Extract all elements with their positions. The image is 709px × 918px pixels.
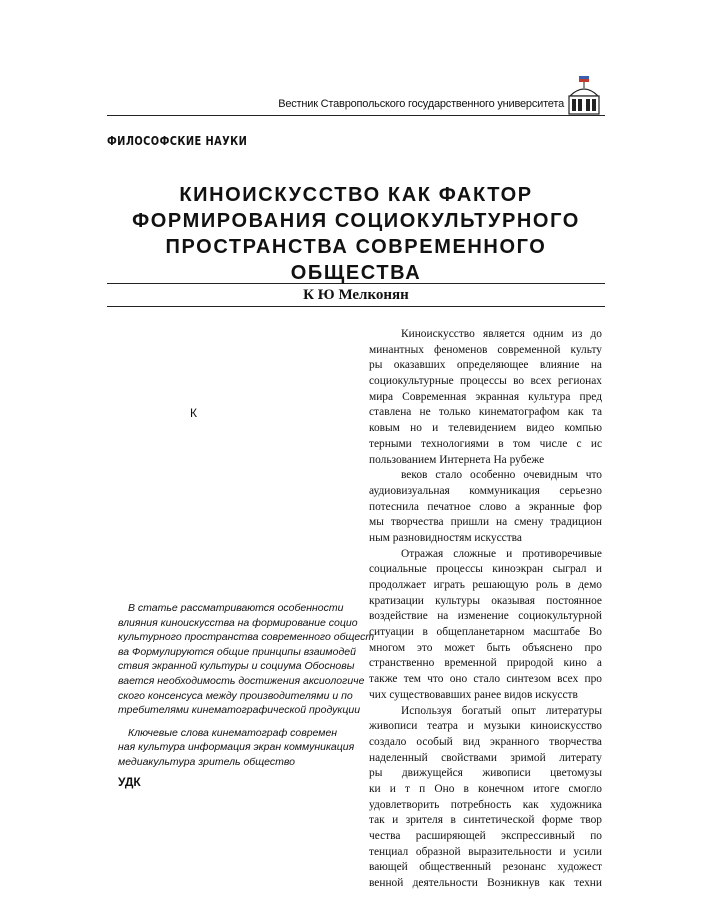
body-line: наделенный свойствами зримой литерату xyxy=(369,751,602,764)
body-line: многом это может быть объяснено про xyxy=(369,641,602,654)
body-line: чества расширяющей экспрессивный по xyxy=(369,830,602,842)
abstract-line: ствия экранной культуры и социума Обосновы xyxy=(118,660,355,673)
body-line: продолжает играть решающую роль в демо xyxy=(369,579,602,591)
body-line: Киноискусство является одним из до xyxy=(401,328,602,340)
body-line: живописи театра и музыки киноискусство xyxy=(369,720,602,733)
section-heading: ФИЛОСОФСКИЕ НАУКИ xyxy=(107,134,248,148)
keywords-line: ная культура информация экран коммуникация xyxy=(118,741,355,754)
body-line: потеснила печатное слово а экранные фор xyxy=(369,500,602,513)
keywords xyxy=(118,726,355,770)
abstract-line: влияния киноискусства на формирование социо xyxy=(118,616,358,629)
body-line: социальные процессы киноэкран сыграл и xyxy=(369,563,602,576)
body-line: мы творчества пришли на смену традицион xyxy=(369,516,602,529)
keywords-line: медиакультура зритель общество xyxy=(118,755,295,768)
abstract-line: ва Формулируются общие принципы взаимодей xyxy=(118,645,356,658)
body-line: Используя богатый опыт литературы xyxy=(401,704,602,717)
body-line: ным разновидностям искусства xyxy=(369,531,522,544)
body-line: ры оказавших определяющее влияние на xyxy=(369,359,602,372)
body-line: тенциал образной выразительности и усили xyxy=(369,845,602,858)
keywords-line: Ключевые слова кинематограф современ xyxy=(128,726,338,739)
body-line: также тем что оно стало синтезом всех про xyxy=(369,673,602,686)
university-logo-icon xyxy=(566,74,602,116)
title-line: ФОРМИРОВАНИЯ СОЦИОКУЛЬТУРНОГО xyxy=(132,210,580,232)
body-line: ставлена не только кинематографом как та xyxy=(369,406,602,419)
abstract-line: В статье рассматриваются особенности xyxy=(128,602,344,614)
body-line: ки и т п Оно в конечном итоге смогло xyxy=(369,782,602,795)
author-rule-bottom xyxy=(107,306,605,307)
body-line: ковым но и телевидением видео компью xyxy=(369,422,602,435)
body-line: ситуации в общепланетарном масштабе Во xyxy=(369,626,602,639)
body-line: терными технологиями в том числе с ис xyxy=(369,437,602,450)
body-line: Отражая сложные и противоречивые xyxy=(401,547,602,560)
title-line: ПРОСТРАНСТВА СОВРЕМЕННОГО ОБЩЕСТВА xyxy=(165,236,547,284)
body-line: мира Современная экранная культура пред xyxy=(369,390,602,403)
body-line: кратизации культуры оказывая постоянное xyxy=(369,594,602,607)
body-line: венной деятельности Возникнув как техни xyxy=(369,877,602,890)
abstract-line: ского консенсуса между производителями и по xyxy=(118,689,353,702)
udk-label: УДК xyxy=(118,775,141,789)
author-name: К Ю Мелконян xyxy=(303,287,409,303)
body-line: ры движущейся живописи цветомузы xyxy=(369,767,602,780)
body-line: так и зрителя в синтетической форме твор xyxy=(369,814,602,827)
body-line: социокультурные процессы во всех регионах xyxy=(369,375,602,388)
body-line: аудиовизуальная коммуникация серьезно xyxy=(369,484,602,497)
body-line: чих существовавших ранее видов искусств xyxy=(369,688,578,701)
title-line: КИНОИСКУССТВО КАК ФАКТОР xyxy=(179,184,533,206)
body-line: минантных феноменов современной культу xyxy=(369,343,602,356)
author-rule-top xyxy=(107,283,605,284)
stray-letter: К xyxy=(190,406,197,420)
article-body xyxy=(369,327,602,892)
abstract-line: требителями кинематографической продукции xyxy=(118,704,361,717)
abstract-line: культурного пространства современного общест xyxy=(118,631,375,644)
body-line: создало особый вид экранного творчества xyxy=(369,735,602,748)
body-line: веков стало особенно очевидным что xyxy=(401,469,602,482)
journal-header: Вестник Ставропольского государственного университета xyxy=(278,98,564,110)
abstract-line: вается необходимость достижения аксиологиче xyxy=(118,674,365,687)
abstract xyxy=(118,601,375,770)
article-title xyxy=(107,182,605,286)
body-line: удовлетворить потребность как художника xyxy=(369,798,602,811)
body-line: воздействие на изменение социокультурной xyxy=(369,610,602,623)
body-line: странственно временной природой кино а xyxy=(369,657,602,670)
body-line: вающей общественный резонанс художест xyxy=(369,861,602,874)
body-line: пользованием Интернета На рубеже xyxy=(369,453,545,466)
header-rule xyxy=(107,115,605,116)
